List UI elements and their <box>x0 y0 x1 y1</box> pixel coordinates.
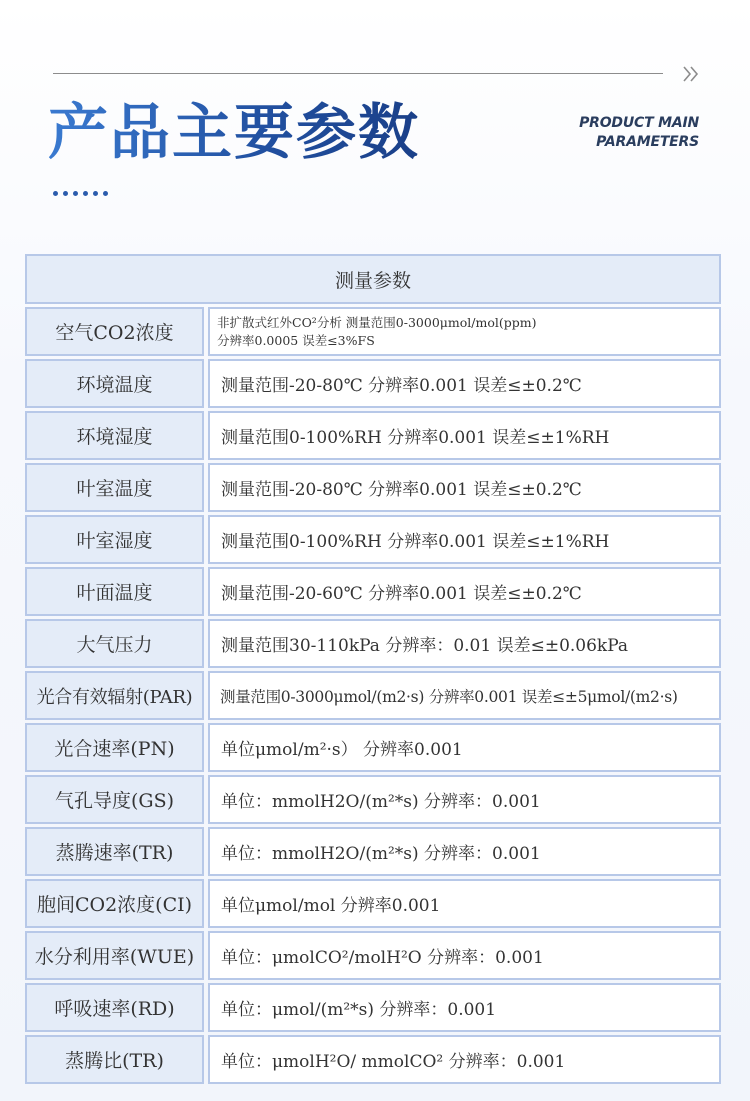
row-value: 测量范围-20-80℃ 分辨率0.001 误差≤±0.2℃ <box>208 359 721 408</box>
row-label: 叶室湿度 <box>25 515 204 564</box>
dot <box>83 191 88 196</box>
parameter-table <box>25 254 721 1084</box>
table-row <box>25 775 721 824</box>
row-label: 蒸腾速率(TR) <box>25 827 204 876</box>
row-value: 单位：mmolH2O/(m²*s) 分辨率：0.001 <box>208 775 721 824</box>
row-label: 空气CO2浓度 <box>25 307 204 356</box>
subtitle-line-1: PRODUCT MAIN <box>579 115 699 131</box>
row-label: 光合有效辐射(PAR) <box>25 671 204 720</box>
table-row <box>25 671 721 720</box>
row-value: 单位：μmolCO²/molH²O 分辨率：0.001 <box>208 931 721 980</box>
row-value: 测量范围0-3000μmol/(m2·s) 分辨率0.001 误差≤±5μmol/(m2·s) <box>208 671 721 720</box>
row-value: 测量范围-20-60℃ 分辨率0.001 误差≤±0.2℃ <box>208 567 721 616</box>
row-label: 水分利用率(WUE) <box>25 931 204 980</box>
table-row <box>25 359 721 408</box>
row-value: 测量范围0-100%RH 分辨率0.001 误差≤±1%RH <box>208 515 721 564</box>
decorative-dots <box>53 191 108 196</box>
dot <box>93 191 98 196</box>
row-label: 叶室温度 <box>25 463 204 512</box>
row-value: 单位：μmol/(m²*s) 分辨率：0.001 <box>208 983 721 1032</box>
double-chevron-right-icon <box>680 63 704 85</box>
row-value-line-1: 非扩散式红外CO²分析 测量范围0-3000μmol/mol(ppm) <box>217 314 537 330</box>
table-row <box>25 567 721 616</box>
row-label: 呼吸速率(RD) <box>25 983 204 1032</box>
page-subtitle <box>579 114 699 152</box>
row-value: 测量范围0-100%RH 分辨率0.001 误差≤±1%RH <box>208 411 721 460</box>
table-row <box>25 619 721 668</box>
table-row <box>25 411 721 460</box>
row-label: 光合速率(PN) <box>25 723 204 772</box>
row-label: 大气压力 <box>25 619 204 668</box>
row-value: 单位μmol/m²·s） 分辨率0.001 <box>208 723 721 772</box>
row-label: 蒸腾比(TR) <box>25 1035 204 1084</box>
row-value: 单位：μmolH²O/ mmolCO² 分辨率：0.001 <box>208 1035 721 1084</box>
row-value: 单位：mmolH2O/(m²*s) 分辨率：0.001 <box>208 827 721 876</box>
table-row <box>25 931 721 980</box>
row-label: 环境湿度 <box>25 411 204 460</box>
page-title: 产品主要参数 <box>48 95 420 171</box>
table-row <box>25 983 721 1032</box>
row-value-line-2: 分辨率0.0005 误差≤3%FS <box>217 332 375 348</box>
table-row <box>25 879 721 928</box>
table-row <box>25 723 721 772</box>
subtitle-line-2: PARAMETERS <box>596 134 699 150</box>
row-label: 气孔导度(GS) <box>25 775 204 824</box>
row-label: 叶面温度 <box>25 567 204 616</box>
row-value: 测量范围-20-80℃ 分辨率0.001 误差≤±0.2℃ <box>208 463 721 512</box>
table-row <box>25 307 721 356</box>
header-divider-line <box>53 73 663 74</box>
table-row <box>25 463 721 512</box>
row-value: 测量范围30-110kPa 分辨率：0.01 误差≤±0.06kPa <box>208 619 721 668</box>
table-row <box>25 827 721 876</box>
dot <box>73 191 78 196</box>
dot <box>53 191 58 196</box>
table-row <box>25 1035 721 1084</box>
row-label: 环境温度 <box>25 359 204 408</box>
dot <box>63 191 68 196</box>
row-label: 胞间CO2浓度(CI) <box>25 879 204 928</box>
table-row <box>25 515 721 564</box>
row-value <box>208 307 721 356</box>
dot <box>103 191 108 196</box>
table-caption: 测量参数 <box>25 254 721 304</box>
row-value: 单位μmol/mol 分辨率0.001 <box>208 879 721 928</box>
